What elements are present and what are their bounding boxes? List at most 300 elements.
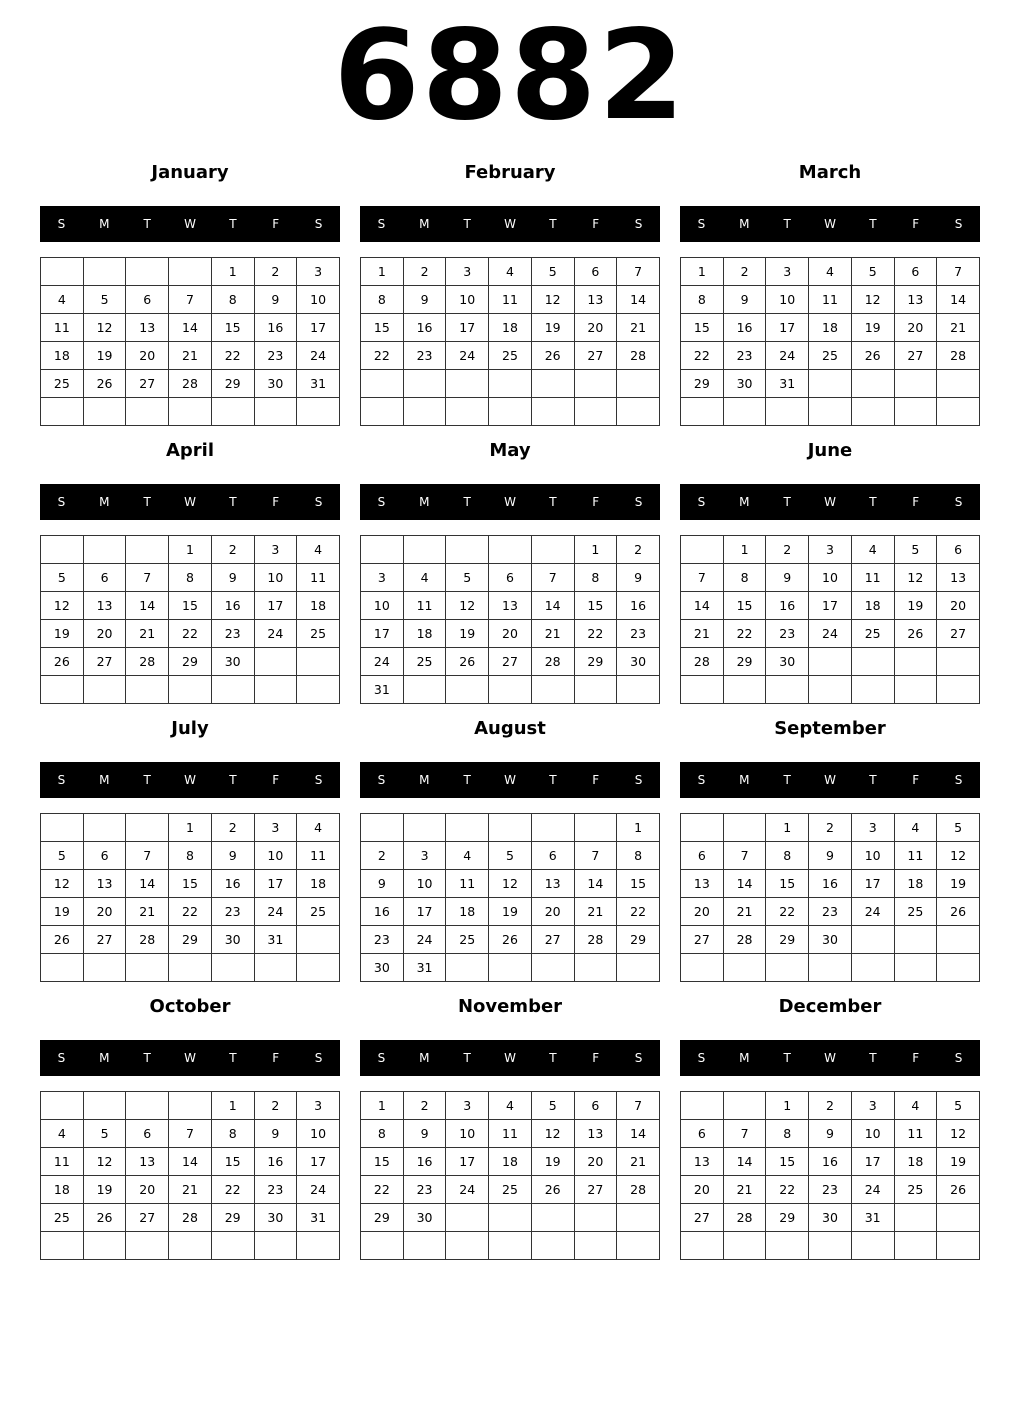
day-cell [766, 954, 809, 982]
day-cell: 26 [41, 648, 84, 676]
day-cell: 14 [126, 870, 169, 898]
day-cell [937, 926, 980, 954]
day-cell: 7 [937, 258, 980, 286]
day-cell: 20 [574, 1148, 617, 1176]
day-cell [169, 1092, 212, 1120]
day-cell [681, 954, 724, 982]
weekday-label: M [99, 1051, 110, 1065]
day-cell: 9 [809, 1120, 852, 1148]
day-cell: 1 [681, 258, 724, 286]
weekday-label: S [377, 217, 386, 231]
day-cell: 16 [254, 1148, 297, 1176]
week-row [361, 648, 660, 676]
day-cell: 26 [894, 620, 937, 648]
day-cell: 16 [403, 314, 446, 342]
weekday-label: M [99, 217, 110, 231]
day-cell: 16 [254, 314, 297, 342]
day-cell: 18 [894, 870, 937, 898]
day-cell: 28 [723, 926, 766, 954]
weekday-label: S [954, 495, 963, 509]
week-row [681, 536, 980, 564]
day-cell: 15 [169, 870, 212, 898]
day-cell: 23 [809, 1176, 852, 1204]
day-cell: 23 [809, 898, 852, 926]
weekday-label: S [377, 495, 386, 509]
day-grid [40, 257, 340, 426]
day-cell [531, 954, 574, 982]
day-cell: 7 [617, 1092, 660, 1120]
day-cell: 30 [211, 926, 254, 954]
day-cell [83, 676, 126, 704]
week-row [361, 370, 660, 398]
weekday-label: W [504, 1051, 516, 1065]
weekday-header [40, 762, 340, 798]
weekday-label: T [463, 495, 471, 509]
day-cell: 23 [254, 342, 297, 370]
day-cell [446, 536, 489, 564]
day-cell: 1 [169, 536, 212, 564]
day-cell [937, 648, 980, 676]
day-cell: 26 [851, 342, 894, 370]
day-cell [211, 398, 254, 426]
day-cell: 30 [766, 648, 809, 676]
day-cell: 6 [681, 1120, 724, 1148]
day-cell [894, 954, 937, 982]
day-cell: 14 [617, 1120, 660, 1148]
day-cell: 6 [489, 564, 532, 592]
day-cell: 30 [809, 926, 852, 954]
week-row [681, 926, 980, 954]
day-cell: 26 [83, 1204, 126, 1232]
day-cell [41, 536, 84, 564]
week-row [361, 398, 660, 426]
week-row [361, 870, 660, 898]
day-cell [403, 1232, 446, 1260]
day-cell: 16 [403, 1148, 446, 1176]
day-cell: 22 [723, 620, 766, 648]
week-row [681, 814, 980, 842]
day-cell [169, 1232, 212, 1260]
day-cell: 29 [574, 648, 617, 676]
day-cell [83, 1232, 126, 1260]
month-name: February [464, 162, 556, 183]
month-name: December [778, 996, 882, 1017]
day-cell: 24 [254, 898, 297, 926]
day-cell: 21 [681, 620, 724, 648]
weekday-label: T [783, 773, 791, 787]
day-cell: 2 [211, 814, 254, 842]
day-cell: 19 [937, 870, 980, 898]
weekday-header [360, 1040, 660, 1076]
day-cell: 3 [361, 564, 404, 592]
week-row [681, 676, 980, 704]
day-cell [126, 258, 169, 286]
month-name: November [457, 996, 563, 1017]
month-name: August [474, 718, 546, 739]
day-cell [83, 814, 126, 842]
day-cell: 27 [531, 926, 574, 954]
day-cell: 19 [83, 342, 126, 370]
day-cell: 12 [531, 286, 574, 314]
day-cell: 8 [574, 564, 617, 592]
weekday-label: S [57, 1051, 66, 1065]
day-cell [169, 676, 212, 704]
day-cell: 29 [617, 926, 660, 954]
day-cell: 7 [723, 842, 766, 870]
weekday-header [680, 762, 980, 798]
day-cell: 25 [297, 620, 340, 648]
day-cell: 6 [83, 564, 126, 592]
weekday-label: S [377, 773, 386, 787]
day-cell [809, 954, 852, 982]
week-row [681, 648, 980, 676]
day-cell: 28 [937, 342, 980, 370]
day-cell [937, 1204, 980, 1232]
day-cell [531, 1204, 574, 1232]
day-cell [937, 954, 980, 982]
weekday-label: S [57, 773, 66, 787]
day-cell: 15 [211, 314, 254, 342]
day-cell: 24 [851, 1176, 894, 1204]
day-cell: 4 [894, 814, 937, 842]
week-row [41, 370, 340, 398]
day-cell [489, 1232, 532, 1260]
month-name: October [149, 996, 231, 1017]
day-cell [297, 398, 340, 426]
day-cell: 2 [723, 258, 766, 286]
day-cell: 27 [83, 648, 126, 676]
weekday-label: F [912, 217, 920, 231]
week-row [41, 342, 340, 370]
day-cell: 4 [489, 1092, 532, 1120]
day-cell [617, 1232, 660, 1260]
weekday-label: S [697, 773, 706, 787]
day-cell: 17 [297, 314, 340, 342]
day-cell: 4 [41, 286, 84, 314]
week-row [41, 648, 340, 676]
day-cell: 27 [489, 648, 532, 676]
weekday-label: F [272, 217, 280, 231]
day-cell: 13 [83, 870, 126, 898]
day-cell: 3 [297, 1092, 340, 1120]
day-cell [574, 676, 617, 704]
day-cell: 10 [809, 564, 852, 592]
weekday-header [40, 484, 340, 520]
day-cell: 7 [531, 564, 574, 592]
day-cell: 19 [41, 898, 84, 926]
day-cell: 31 [766, 370, 809, 398]
day-cell [446, 1232, 489, 1260]
week-row [361, 342, 660, 370]
weekday-label: M [99, 495, 110, 509]
day-cell [489, 370, 532, 398]
weekday-header [360, 206, 660, 242]
day-cell [681, 1092, 724, 1120]
weekday-label: F [592, 1051, 600, 1065]
day-cell [617, 1204, 660, 1232]
day-cell: 8 [211, 286, 254, 314]
day-cell [83, 1092, 126, 1120]
day-cell: 9 [617, 564, 660, 592]
day-cell: 1 [361, 1092, 404, 1120]
day-cell: 21 [723, 1176, 766, 1204]
day-cell: 2 [809, 814, 852, 842]
week-row [681, 398, 980, 426]
week-row [361, 286, 660, 314]
day-cell: 26 [531, 1176, 574, 1204]
weekday-header [360, 484, 660, 520]
week-row [681, 592, 980, 620]
day-cell [531, 536, 574, 564]
weekday-label: W [824, 773, 836, 787]
week-row [41, 564, 340, 592]
day-cell [446, 814, 489, 842]
day-cell: 9 [809, 842, 852, 870]
day-cell [211, 676, 254, 704]
day-cell: 13 [681, 870, 724, 898]
month-name: May [489, 440, 531, 461]
day-cell: 27 [937, 620, 980, 648]
day-cell: 25 [894, 898, 937, 926]
day-cell: 4 [489, 258, 532, 286]
day-cell: 12 [41, 592, 84, 620]
day-cell: 11 [489, 1120, 532, 1148]
day-cell [126, 398, 169, 426]
day-cell: 22 [766, 898, 809, 926]
day-cell: 8 [361, 286, 404, 314]
day-cell: 3 [851, 1092, 894, 1120]
day-cell: 11 [489, 286, 532, 314]
day-cell [83, 398, 126, 426]
weekday-label: T [869, 495, 877, 509]
day-cell: 28 [681, 648, 724, 676]
day-cell: 11 [297, 842, 340, 870]
day-cell: 11 [41, 314, 84, 342]
week-row [41, 620, 340, 648]
weekday-label: M [419, 217, 430, 231]
day-cell [446, 370, 489, 398]
month-name: April [165, 440, 215, 461]
day-cell: 6 [681, 842, 724, 870]
day-cell: 25 [851, 620, 894, 648]
day-cell [297, 954, 340, 982]
weekday-label: T [229, 495, 237, 509]
day-cell: 25 [489, 1176, 532, 1204]
day-cell: 18 [446, 898, 489, 926]
week-row [681, 870, 980, 898]
week-row [41, 536, 340, 564]
day-cell: 1 [723, 536, 766, 564]
day-cell: 17 [446, 314, 489, 342]
day-cell: 30 [361, 954, 404, 982]
day-cell: 20 [894, 314, 937, 342]
day-cell [297, 648, 340, 676]
day-cell: 26 [937, 898, 980, 926]
week-row [681, 620, 980, 648]
day-cell [254, 398, 297, 426]
day-grid [360, 1091, 660, 1260]
day-cell [297, 1232, 340, 1260]
day-cell: 27 [681, 1204, 724, 1232]
weekday-label: T [463, 1051, 471, 1065]
weekday-label: S [314, 495, 323, 509]
weekday-label: T [229, 217, 237, 231]
weekday-label: M [739, 217, 750, 231]
day-cell: 28 [574, 926, 617, 954]
day-cell: 22 [574, 620, 617, 648]
weekday-label: W [504, 773, 516, 787]
day-cell: 13 [489, 592, 532, 620]
day-cell: 1 [574, 536, 617, 564]
day-cell [851, 648, 894, 676]
day-cell: 5 [41, 564, 84, 592]
day-cell: 20 [489, 620, 532, 648]
day-grid [40, 1091, 340, 1260]
day-cell: 3 [403, 842, 446, 870]
day-cell: 29 [361, 1204, 404, 1232]
weekday-header [360, 762, 660, 798]
day-cell [297, 676, 340, 704]
week-row [361, 1176, 660, 1204]
day-cell: 9 [254, 1120, 297, 1148]
day-cell [489, 814, 532, 842]
day-cell [574, 398, 617, 426]
day-cell [809, 370, 852, 398]
weekday-header [680, 1040, 980, 1076]
day-cell: 24 [297, 342, 340, 370]
day-cell [403, 536, 446, 564]
day-cell: 17 [254, 592, 297, 620]
day-cell: 31 [851, 1204, 894, 1232]
day-grid [360, 813, 660, 982]
day-cell [851, 954, 894, 982]
weekday-label: F [912, 495, 920, 509]
week-row [41, 898, 340, 926]
day-cell [169, 398, 212, 426]
day-cell: 9 [766, 564, 809, 592]
day-cell: 19 [489, 898, 532, 926]
day-grid [680, 813, 980, 982]
day-cell [809, 648, 852, 676]
day-cell: 6 [894, 258, 937, 286]
weekday-label: S [954, 217, 963, 231]
day-cell: 14 [169, 314, 212, 342]
day-cell [41, 1092, 84, 1120]
day-cell: 20 [83, 620, 126, 648]
week-row [681, 1092, 980, 1120]
weekday-label: T [463, 217, 471, 231]
week-row [41, 286, 340, 314]
day-cell: 12 [531, 1120, 574, 1148]
day-cell: 20 [574, 314, 617, 342]
day-cell [403, 398, 446, 426]
weekday-label: T [783, 217, 791, 231]
day-cell: 22 [169, 620, 212, 648]
day-cell [254, 648, 297, 676]
day-cell: 13 [531, 870, 574, 898]
weekday-label: T [463, 773, 471, 787]
day-cell: 7 [723, 1120, 766, 1148]
day-cell: 29 [766, 926, 809, 954]
weekday-label: T [869, 1051, 877, 1065]
day-cell: 26 [937, 1176, 980, 1204]
day-cell [681, 536, 724, 564]
day-cell: 10 [446, 286, 489, 314]
day-cell [126, 1092, 169, 1120]
weekday-label: S [697, 217, 706, 231]
day-cell [361, 398, 404, 426]
day-cell [489, 1204, 532, 1232]
day-cell: 9 [211, 842, 254, 870]
day-cell: 5 [937, 1092, 980, 1120]
day-cell: 2 [403, 1092, 446, 1120]
day-cell: 26 [41, 926, 84, 954]
day-cell [297, 926, 340, 954]
week-row [41, 926, 340, 954]
day-cell: 12 [937, 842, 980, 870]
day-cell: 2 [211, 536, 254, 564]
day-cell: 17 [297, 1148, 340, 1176]
day-cell: 12 [41, 870, 84, 898]
day-cell: 10 [851, 842, 894, 870]
day-cell: 7 [126, 564, 169, 592]
weekday-label: W [184, 1051, 196, 1065]
day-cell: 2 [254, 258, 297, 286]
day-cell [41, 814, 84, 842]
week-row [681, 1148, 980, 1176]
weekday-label: S [634, 495, 643, 509]
day-cell: 4 [41, 1120, 84, 1148]
day-cell [169, 954, 212, 982]
day-cell: 24 [446, 342, 489, 370]
day-cell [723, 1232, 766, 1260]
weekday-label: S [314, 1051, 323, 1065]
day-cell: 25 [403, 648, 446, 676]
day-cell [531, 370, 574, 398]
day-cell: 23 [766, 620, 809, 648]
day-cell [361, 370, 404, 398]
day-cell: 8 [617, 842, 660, 870]
day-cell: 11 [894, 842, 937, 870]
weekday-label: W [184, 773, 196, 787]
day-cell: 28 [126, 648, 169, 676]
day-cell: 18 [41, 342, 84, 370]
day-cell: 21 [169, 342, 212, 370]
day-grid [680, 257, 980, 426]
day-cell: 8 [361, 1120, 404, 1148]
day-cell: 4 [403, 564, 446, 592]
week-row [41, 676, 340, 704]
day-cell: 23 [211, 898, 254, 926]
week-row [681, 370, 980, 398]
week-row [41, 842, 340, 870]
day-cell: 16 [617, 592, 660, 620]
weekday-label: S [954, 1051, 963, 1065]
day-cell: 27 [681, 926, 724, 954]
day-cell: 29 [169, 926, 212, 954]
day-cell [809, 1232, 852, 1260]
week-row [681, 842, 980, 870]
year-title: 6882 [333, 4, 687, 148]
day-cell: 3 [851, 814, 894, 842]
day-cell: 15 [723, 592, 766, 620]
week-row [681, 1232, 980, 1260]
week-row [361, 258, 660, 286]
day-cell: 9 [211, 564, 254, 592]
week-row [361, 592, 660, 620]
day-cell: 22 [681, 342, 724, 370]
week-row [361, 926, 660, 954]
